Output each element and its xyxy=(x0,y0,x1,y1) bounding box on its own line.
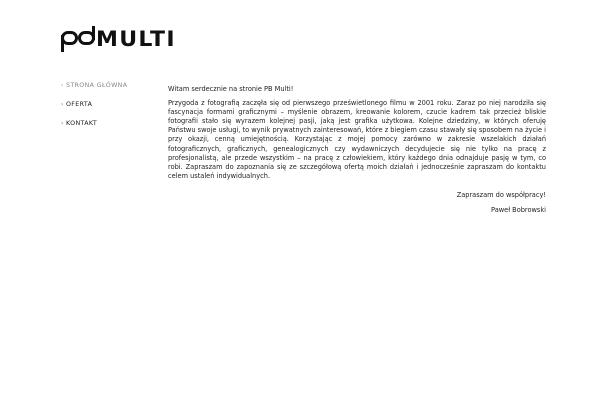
nav-item-contact[interactable] xyxy=(61,120,141,139)
nav-item-label: OFERTA xyxy=(66,101,93,108)
logo-text: MULTI xyxy=(96,27,176,51)
pb-logo-mark xyxy=(61,26,95,52)
welcome-heading: Witam serdecznie na stronie PB Multi! xyxy=(168,85,294,93)
author-signature: Paweł Bobrowski xyxy=(491,206,546,215)
main-navigation xyxy=(61,82,141,139)
main-content xyxy=(168,85,546,215)
nav-item-home[interactable] xyxy=(61,82,141,101)
chevron-right-icon: › xyxy=(61,120,64,127)
chevron-right-icon: › xyxy=(61,101,64,108)
intro-paragraph: Przygoda z fotografią zaczęła się od pierwszego prześwietlonego filmu w 2001 roku. Zaraz po niej narodziła się fascynacja formami graficznymi – myślenie obrazem, kreowanie kolorem, czucie kadrem tak przecież bliskie fotografii stało się wyrazem kolejnej pasji, jaką jest grafika użytkowa. Kolejne dziedziny, w których oferuję Państwu swoje usługi, to wynik prywatnych zainteresowań, które z biegiem czasu stawały się sposobem na życie i przy okazji, cenną umiejętnością. Korzystając z mojej pomocy zarówno w zakresie wszelakich działań fotograficznych, graficznych, genealogicznych czy wydawniczych decydujecie się nie tylko na pracę z profesjonalistą, ale przede wszystkim – na pracę z człowiekiem, który każdego dnia odnajduje pasję w tym, co robi. Zapraszam do zapoznania się ze szczegółową ofertą moich działań i jednocześnie zapraszam do kontaktu celem ustaleń indywidualnych. xyxy=(168,99,546,180)
closing-line: Zapraszam do współpracy! xyxy=(456,190,546,199)
nav-item-offer[interactable] xyxy=(61,101,141,120)
site-logo[interactable] xyxy=(61,26,176,52)
nav-item-label: STRONA GŁÓWNA xyxy=(66,82,128,89)
chevron-right-icon: › xyxy=(61,82,64,89)
nav-item-label: KONTAKT xyxy=(66,120,98,127)
